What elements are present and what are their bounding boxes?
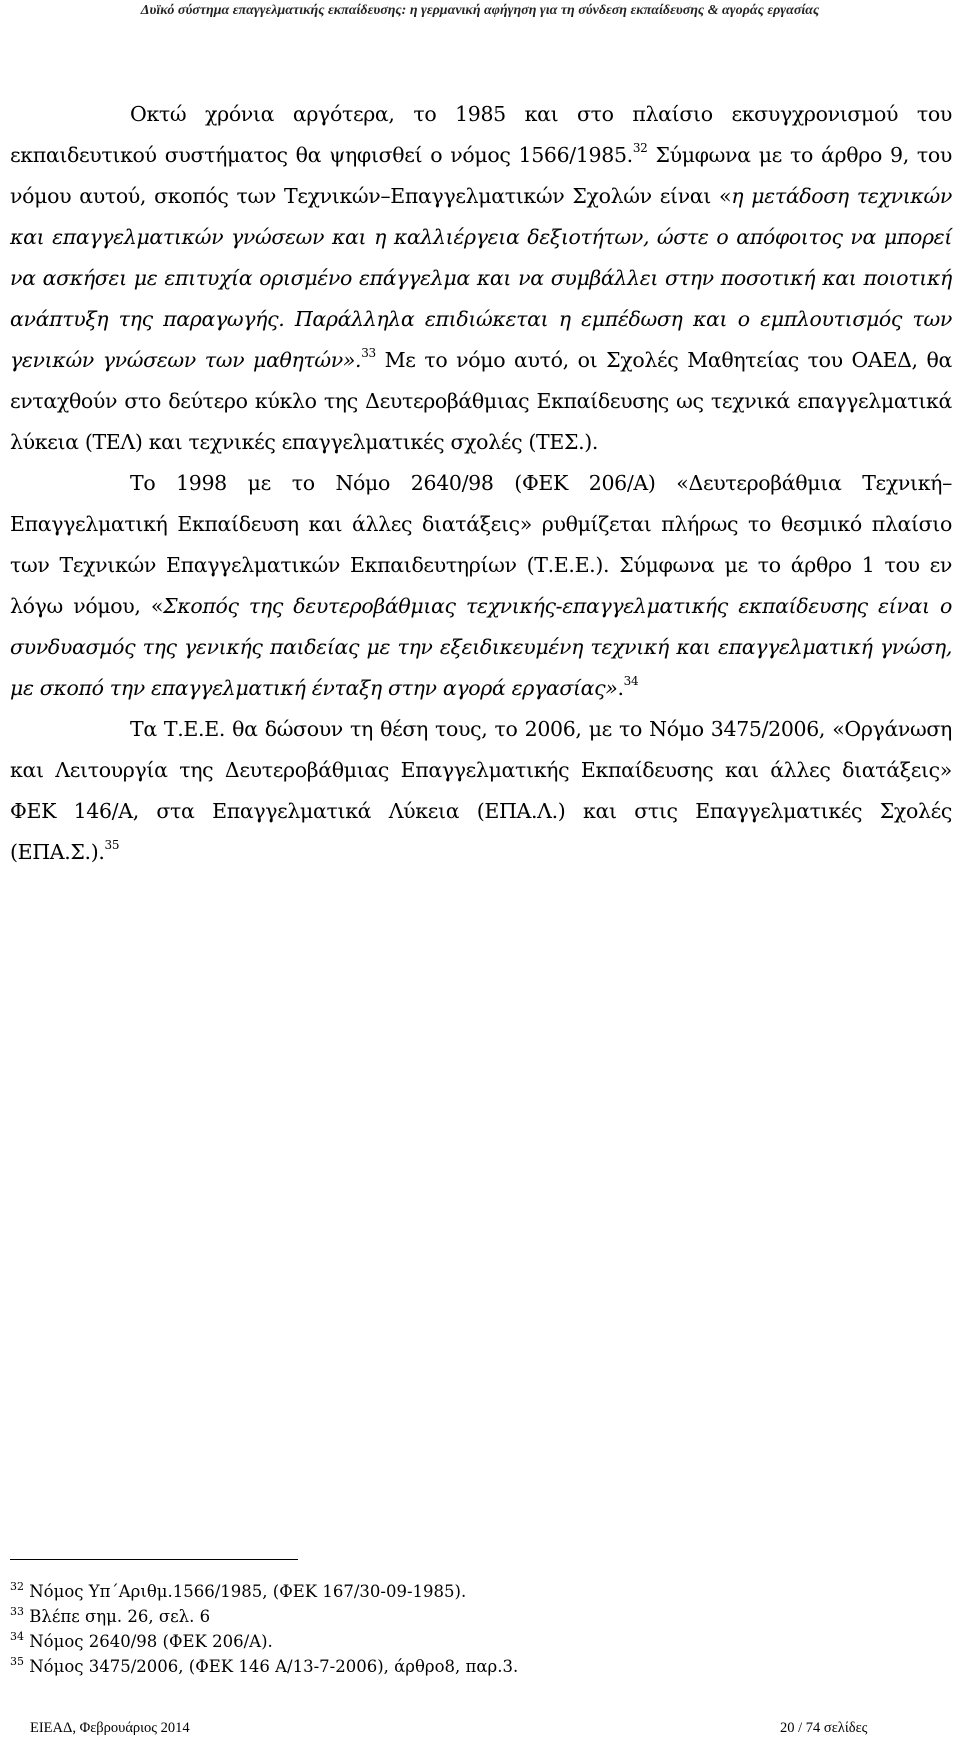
paragraph-2 xyxy=(10,463,952,709)
paragraph-1-text-b: Σύμφωνα με το άρθρο 9, του νόμου αυτού, σκοπός των Τεχνικών–Επαγγελματικών Σχολών είναι « xyxy=(10,143,953,208)
footnote-33 xyxy=(10,1604,910,1629)
footnote-ref-35[interactable]: 35 xyxy=(104,838,120,853)
footnote-text: Νόμος 3475/2006, (ΦΕΚ 146 Α/13-7-2006), άρθρο8, παρ.3. xyxy=(24,1657,519,1676)
footnote-number: 34 xyxy=(10,1629,24,1643)
footnote-ref-33[interactable]: 33 xyxy=(361,346,376,361)
footnote-number: 35 xyxy=(10,1654,24,1668)
footer-publisher-date: ΕΙΕΑΔ, Φεβρουάριος 2014 xyxy=(30,1720,190,1736)
paragraph-3-text: Τα Τ.Ε.Ε. θα δώσουν τη θέση τους, το 2006, με το Νόμο 3475/2006, «Οργάνωση και Λειτουργία της Δευτεροβάθμιας Επαγγελματικής Εκπαίδευσης και άλλες διατάξεις» ΦΕΚ 146/Α, στα Επαγγελματικά Λύκεια (ΕΠΑ.Λ.) και στις Επαγγελματικές Σχολές (ΕΠΑ.Σ.). xyxy=(10,717,952,864)
paragraph-2-quote: Σκοπός της δευτεροβάθμιας τεχνικής-επαγγελματικής εκπαίδευσης είναι ο συνδυασμός της γενικής παιδείας με την εξειδικευμένη τεχνική και επαγγελματική γνώση, με σκοπό την επαγγελματική ένταξη στην αγορά εργασίας» xyxy=(10,594,952,700)
footnote-number: 32 xyxy=(10,1579,24,1593)
paragraph-1-quote: η μετάδοση τεχνικών και επαγγελματικών γνώσεων και η καλλιέργεια δεξιοτήτων, ώστε ο απόφοιτος να μπορεί να ασκήσει με επιτυχία ορισμένο επάγγελμα και να συμβάλλει στην ποσοτική και ποιοτική ανάπτυξη της παραγωγής. Παράλληλα επιδιώκεται η εμπέδωση και ο εμπλουτισμός των γενικών γνώσεων των μαθητών». xyxy=(10,184,952,372)
footnote-34 xyxy=(10,1629,910,1654)
footnote-35 xyxy=(10,1654,910,1679)
footnote-text: Νόμος Υπ΄Αριθμ.1566/1985, (ΦΕΚ 167/30-09-1985). xyxy=(24,1582,467,1601)
body-text xyxy=(10,94,952,873)
running-header: Δυϊκό σύστημα επαγγελματικής εκπαίδευσης: η γερμανική αφήγηση για τη σύνδεση εκπαίδευσης & αγοράς εργασίας xyxy=(140,3,820,18)
paragraph-2-text-b: . xyxy=(617,676,624,700)
paragraph-1-text-c: Με το νόμο αυτό, οι Σχολές Μαθητείας του ΟΑΕΔ, θα ενταχθούν στο δεύτερο κύκλο της Δευτεροβάθμιας Εκπαίδευσης ως τεχνικά επαγγελματικά λύκεια (ΤΕΛ) και τεχνικές επαγγελματικές σχολές (ΤΕΣ.). xyxy=(10,348,953,454)
footnote-separator xyxy=(10,1559,298,1560)
footnote-ref-32[interactable]: 32 xyxy=(632,141,648,156)
paragraph-1-text-a: Οκτώ χρόνια αργότερα, το 1985 και στο πλαίσιο εκσυγχρονισμού του εκπαιδευτικού συστήματος θα ψηφισθεί ο νόμος 1566/1985. xyxy=(10,102,952,167)
footnote-text: Νόμος 2640/98 (ΦΕΚ 206/Α). xyxy=(24,1632,273,1651)
paragraph-2-text-a: Το 1998 με το Νόμο 2640/98 (ΦΕΚ 206/Α) «Δευτεροβάθμια Τεχνική–Επαγγελματική Εκπαίδευση και άλλες διατάξεις» ρυθμίζεται πλήρως το θεσμικό πλαίσιο των Τεχνικών Επαγγελματικών Εκπαιδευτηρίων (Τ.Ε.Ε.). Σύμφωνα με το άρθρο 1 του εν λόγω νόμου, « xyxy=(10,471,952,618)
footnotes xyxy=(10,1579,910,1679)
paragraph-1 xyxy=(10,94,952,463)
footnote-ref-34[interactable]: 34 xyxy=(623,674,639,689)
footnote-text: Βλέπε σημ. 26, σελ. 6 xyxy=(24,1607,211,1626)
footnote-number: 33 xyxy=(10,1604,24,1618)
paragraph-3 xyxy=(10,709,952,873)
footnote-32 xyxy=(10,1579,910,1604)
footer-page-number: 20 / 74 σελίδες xyxy=(780,1720,868,1736)
